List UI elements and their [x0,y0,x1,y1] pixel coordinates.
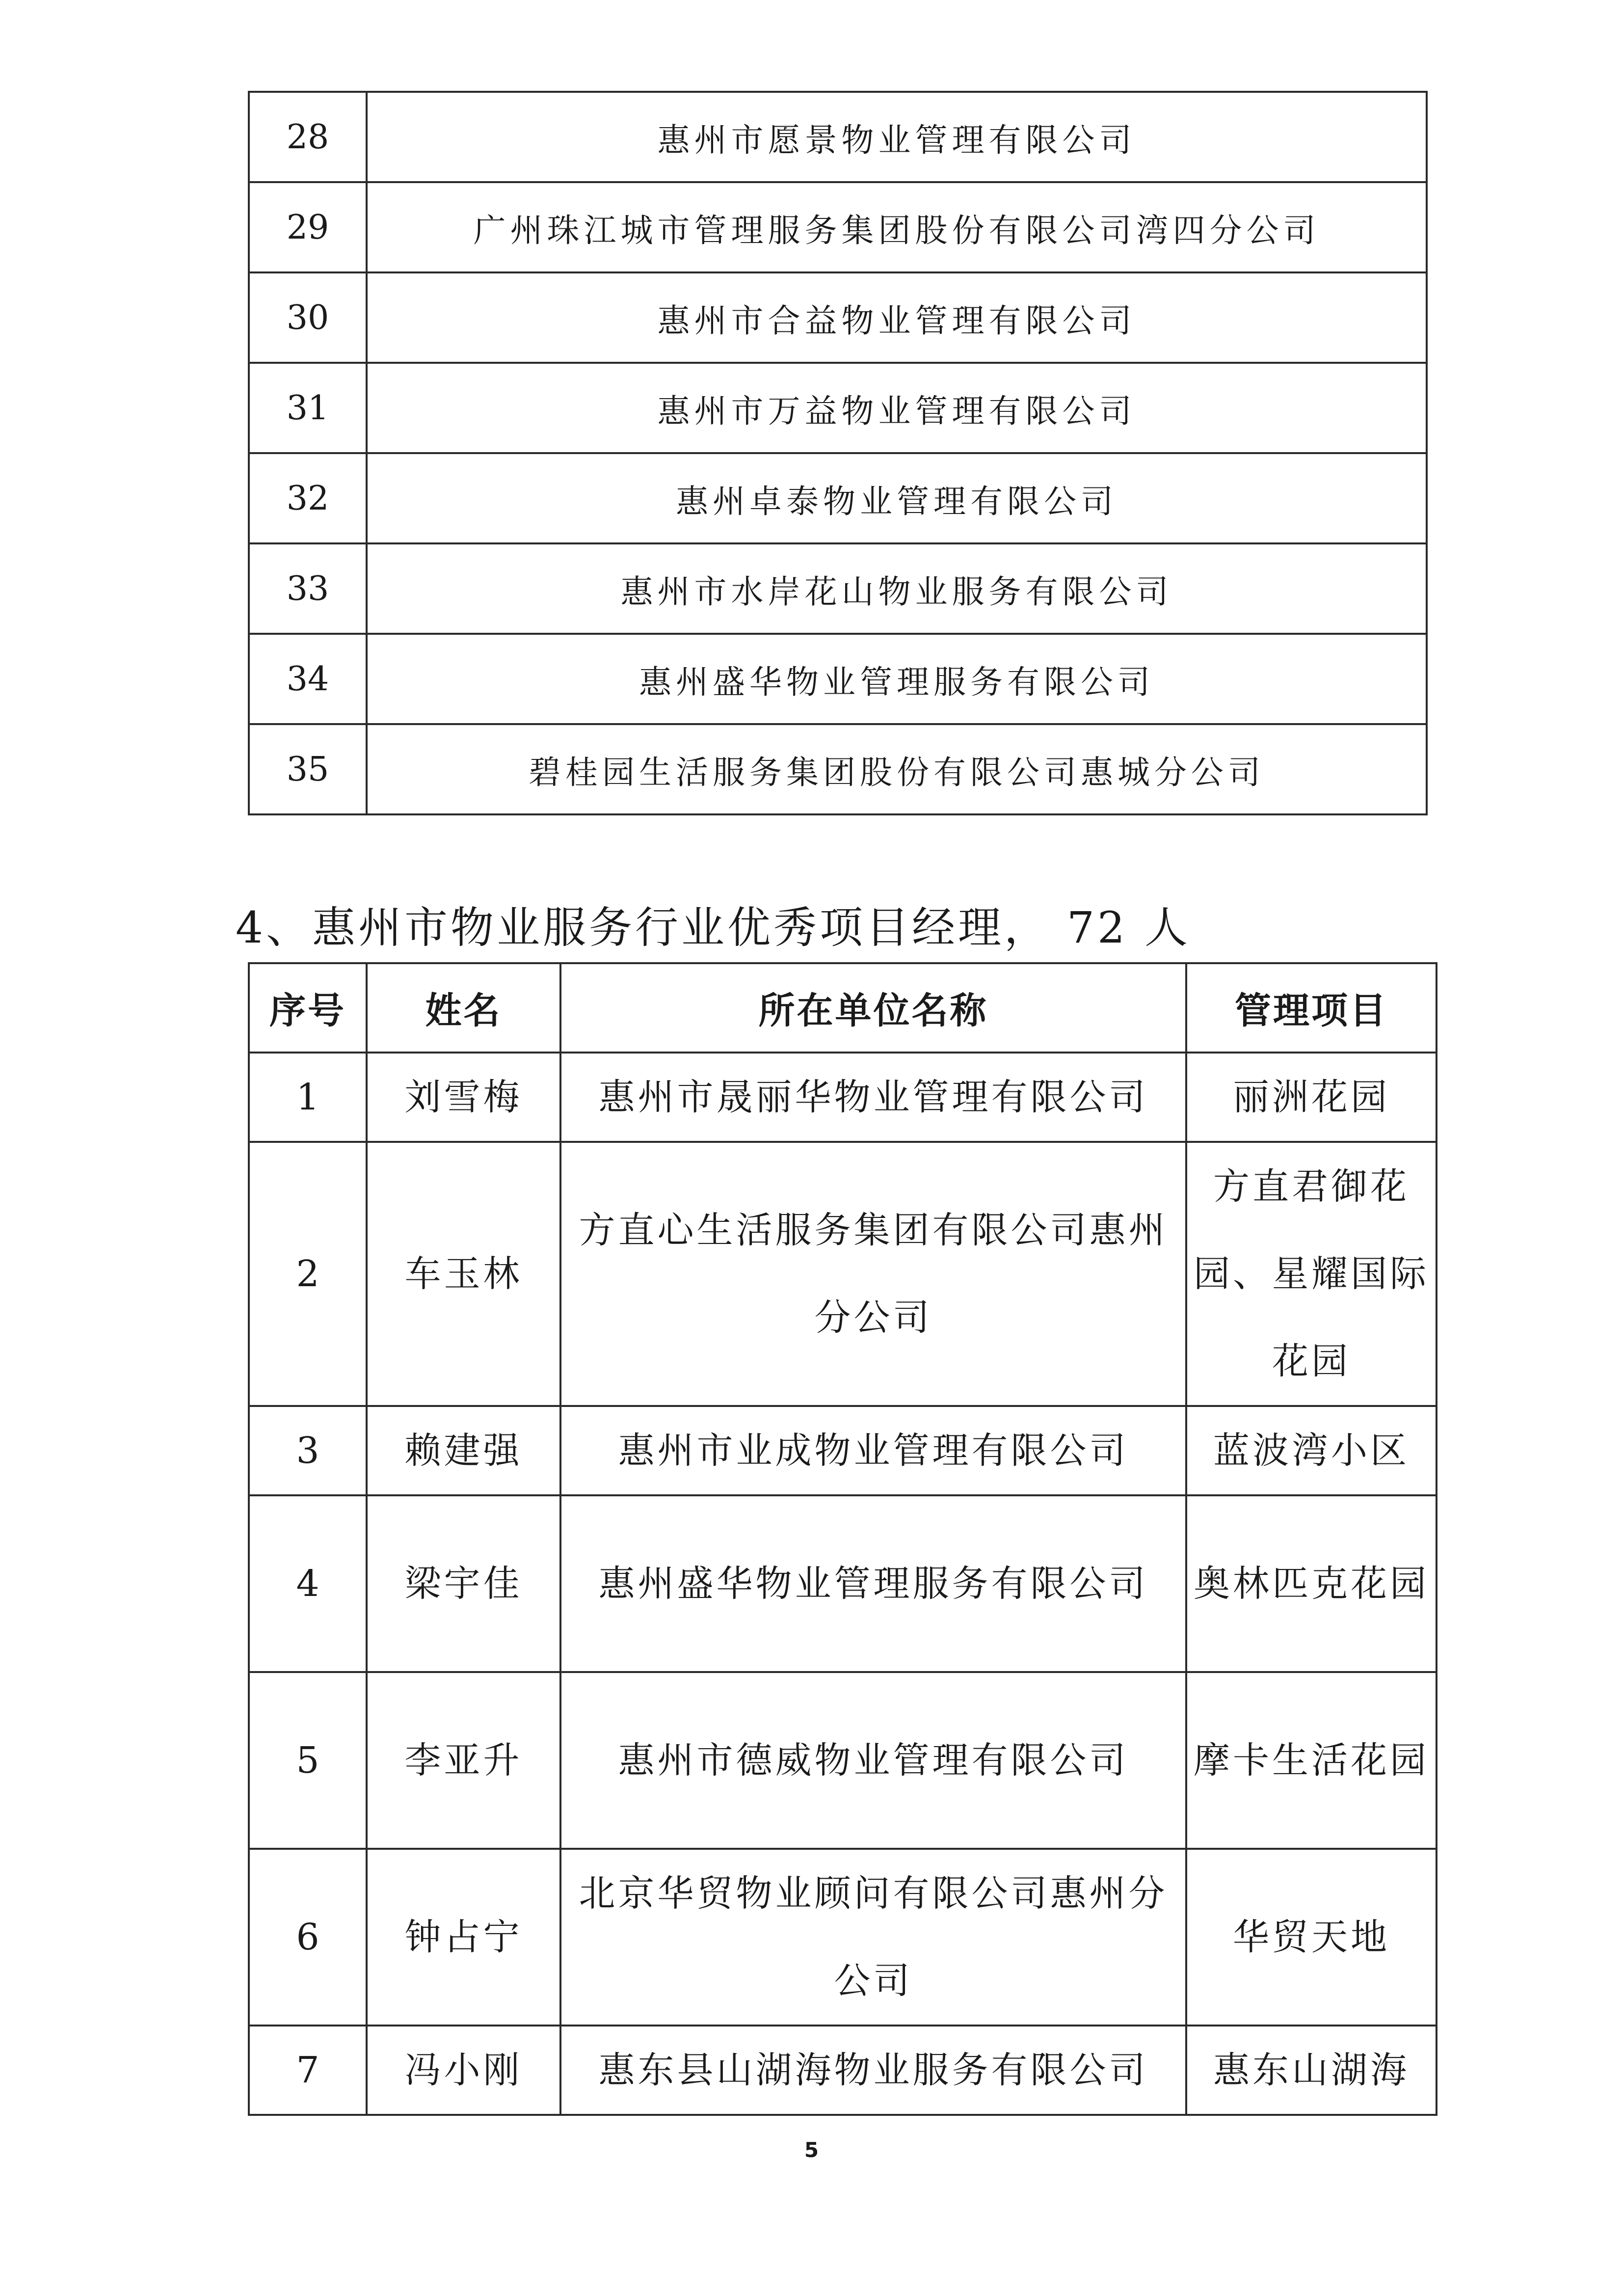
manager-name: 车玉林 [367,1142,560,1406]
company-name: 惠东县山湖海物业服务有限公司 [560,2026,1186,2115]
header-project: 管理项目 [1186,963,1437,1053]
table-row [249,92,1427,182]
header-company: 所在单位名称 [560,963,1186,1053]
table-row [249,1849,1437,2026]
company-name: 惠州市合益物业管理有限公司 [367,272,1427,363]
managed-project: 华贸天地 [1186,1849,1437,2026]
continued-company-table [248,91,1428,815]
company-name: 惠州盛华物业管理服务有限公司 [560,1495,1186,1672]
company-name: 惠州市愿景物业管理有限公司 [367,92,1427,182]
row-number: 2 [249,1142,367,1406]
row-number: 3 [249,1406,367,1495]
company-name: 惠州市晟丽华物业管理有限公司 [560,1053,1186,1142]
company-name: 碧桂园生活服务集团股份有限公司惠城分公司 [367,724,1427,814]
company-name: 广州珠江城市管理服务集团股份有限公司湾四分公司 [367,182,1427,272]
company-name: 惠州盛华物业管理服务有限公司 [367,634,1427,724]
row-number: 6 [249,1849,367,2026]
managed-project: 方直君御花园、星耀国际花园 [1186,1142,1437,1406]
manager-name: 赖建强 [367,1406,560,1495]
header-number: 序号 [249,963,367,1053]
managed-project: 奥林匹克花园 [1186,1495,1437,1672]
company-name: 惠州卓泰物业管理有限公司 [367,453,1427,543]
manager-name: 刘雪梅 [367,1053,560,1142]
managed-project: 丽洲花园 [1186,1053,1437,1142]
row-number: 28 [249,92,367,182]
row-number: 30 [249,272,367,363]
row-number: 29 [249,182,367,272]
row-number: 34 [249,634,367,724]
row-number: 35 [249,724,367,814]
row-number: 31 [249,363,367,453]
managed-project: 蓝波湾小区 [1186,1406,1437,1495]
project-managers-table [248,962,1437,2116]
row-number: 5 [249,1672,367,1849]
table-row [249,363,1427,453]
row-number: 1 [249,1053,367,1142]
managed-project: 惠东山湖海 [1186,2026,1437,2115]
company-name: 惠州市水岸花山物业服务有限公司 [367,543,1427,634]
manager-name: 冯小刚 [367,2026,560,2115]
company-name: 惠州市德威物业管理有限公司 [560,1672,1186,1849]
company-name: 惠州市业成物业管理有限公司 [560,1406,1186,1495]
table-row [249,1495,1437,1672]
table-row [249,634,1427,724]
row-number: 4 [249,1495,367,1672]
section-heading: 4、惠州市物业服务行业优秀项目经理， 72 人 [236,902,1191,953]
company-name: 惠州市万益物业管理有限公司 [367,363,1427,453]
table-row [249,543,1427,634]
table-row [249,182,1427,272]
row-number: 7 [249,2026,367,2115]
managed-project: 摩卡生活花园 [1186,1672,1437,1849]
table-row [249,1142,1437,1406]
company-name: 方直心生活服务集团有限公司惠州分公司 [560,1142,1186,1406]
table-row [249,1406,1437,1495]
manager-name: 李亚升 [367,1672,560,1849]
table-row [249,724,1427,814]
table-row [249,1053,1437,1142]
table-row [249,1672,1437,1849]
company-name: 北京华贸物业顾问有限公司惠州分公司 [560,1849,1186,2026]
table-row [249,453,1427,543]
header-name: 姓名 [367,963,560,1053]
row-number: 32 [249,453,367,543]
manager-name: 钟占宁 [367,1849,560,2026]
row-number: 33 [249,543,367,634]
manager-name: 梁宇佳 [367,1495,560,1672]
table-row [249,272,1427,363]
header-row [249,963,1437,1053]
table-row [249,2026,1437,2115]
page-number: 5 [804,2138,819,2162]
